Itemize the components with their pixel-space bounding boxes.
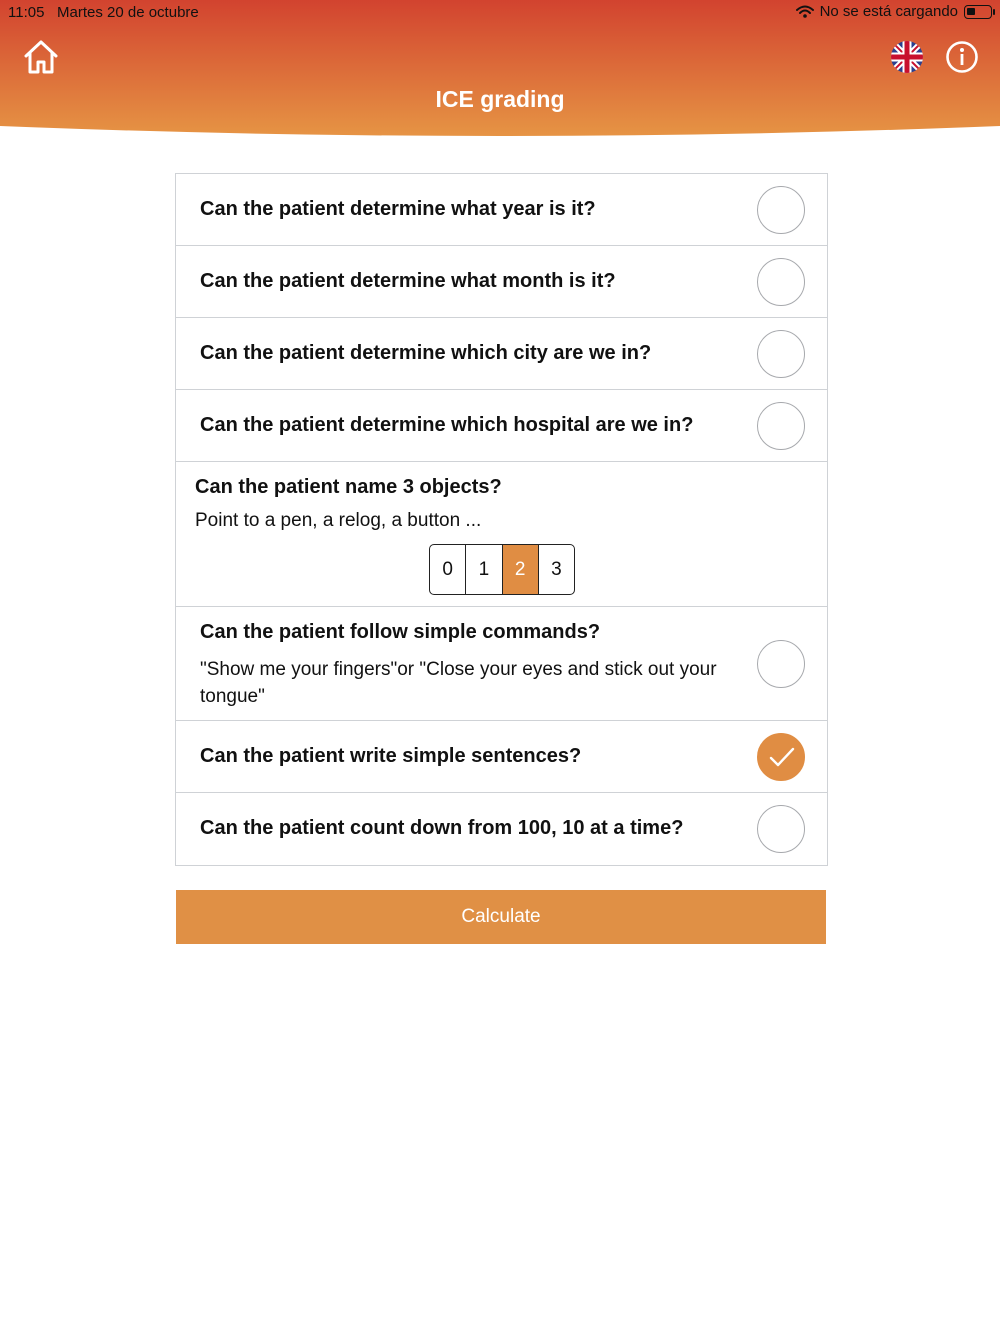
question-row xyxy=(176,390,827,462)
question-text: Can the patient write simple sentences? xyxy=(200,745,582,767)
home-button[interactable] xyxy=(22,38,60,76)
question-row xyxy=(176,174,827,246)
question-row xyxy=(176,721,827,793)
checkmark-icon xyxy=(769,746,795,768)
status-bar xyxy=(0,0,1000,24)
question-text: Can the patient follow simple commands? xyxy=(200,621,601,643)
battery-icon xyxy=(964,5,992,19)
info-icon xyxy=(945,40,979,74)
language-button[interactable] xyxy=(891,41,923,73)
question-checkbox[interactable] xyxy=(757,258,805,306)
question-text: Can the patient determine what month is it? xyxy=(200,270,616,292)
question-text: Can the patient determine what year is it? xyxy=(200,198,596,220)
objects-row xyxy=(176,462,827,607)
question-text: Can the patient count down from 100, 10 at a time? xyxy=(200,817,684,839)
question-hint: "Show me your fingers"or "Close your eyes and stick out your tongue" xyxy=(200,659,717,707)
charging-status: No se está cargando xyxy=(819,3,958,20)
header-bar xyxy=(0,0,1000,140)
question-text: Can the patient determine which city are we in? xyxy=(200,342,652,364)
objects-count-selector xyxy=(429,544,575,595)
uk-flag-icon xyxy=(891,41,923,73)
info-button[interactable] xyxy=(945,40,979,74)
commands-row xyxy=(176,607,827,721)
question-checkbox[interactable] xyxy=(757,640,805,688)
question-checkbox[interactable] xyxy=(757,186,805,234)
status-right xyxy=(796,3,992,20)
status-date: Martes 20 de octubre xyxy=(57,4,199,21)
question-checkbox[interactable] xyxy=(757,402,805,450)
home-icon xyxy=(22,38,60,76)
objects-option-2[interactable]: 2 xyxy=(503,545,539,594)
question-text: Can the patient determine which hospital are we in? xyxy=(200,414,694,436)
question-row xyxy=(176,246,827,318)
question-hint: Point to a pen, a relog, a button ... xyxy=(195,510,482,531)
calculate-button[interactable]: Calculate xyxy=(176,890,826,944)
question-text: Can the patient name 3 objects? xyxy=(195,476,502,498)
question-row xyxy=(176,793,827,865)
objects-option-3[interactable]: 3 xyxy=(551,558,562,580)
wifi-icon xyxy=(796,5,814,18)
question-row xyxy=(176,318,827,390)
question-list xyxy=(175,173,828,866)
question-checkbox-checked[interactable] xyxy=(757,733,805,781)
question-checkbox[interactable] xyxy=(757,805,805,853)
objects-option-0[interactable]: 0 xyxy=(430,545,466,594)
status-time: 11:05 xyxy=(8,4,45,21)
question-checkbox[interactable] xyxy=(757,330,805,378)
page-title: ICE grading xyxy=(435,86,565,112)
objects-option-1[interactable]: 1 xyxy=(466,545,502,594)
